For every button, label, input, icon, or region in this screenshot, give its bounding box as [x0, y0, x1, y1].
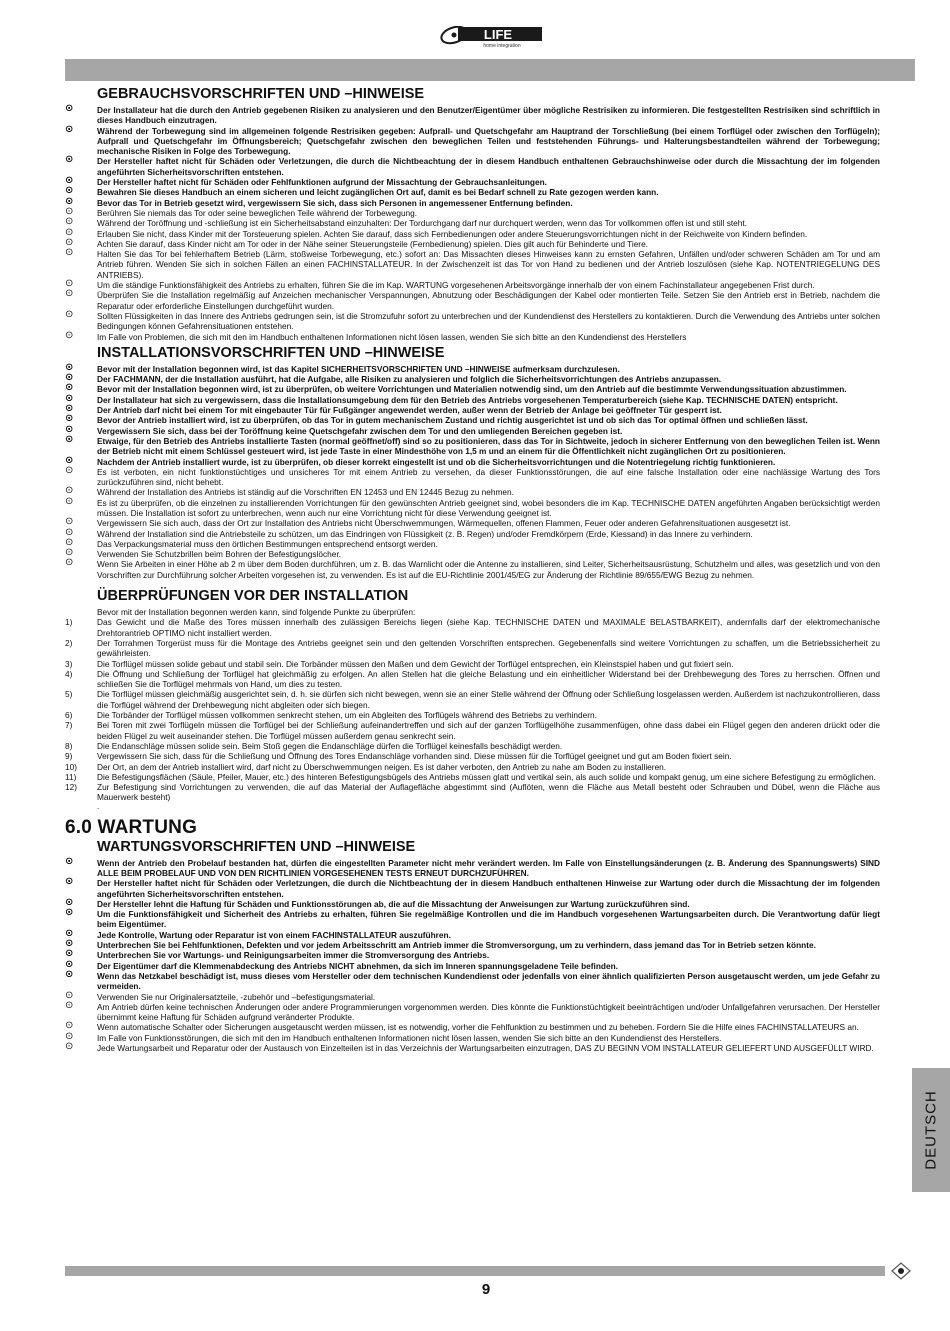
list-item: ⊙ Berühren Sie niemals das Tor oder seine beweglichen Teile während der Torbewegung.	[65, 208, 880, 218]
list-item: ⊙ Bevor der Antrieb installiert wird, ist zu überprüfen, ob das Tor in gutem mechanischem Zustand und richtig ausgerichtet ist und ob sich das Tor optimal öffnen und schließen lässt.	[65, 415, 880, 425]
item-number: 8)	[65, 740, 73, 751]
list-item	[65, 762, 880, 772]
list-item: ⊙ Bevor mit der Installation begonnen wird, ist zu überprüfen, ob weitere Vorrichtungen und Materialien notwendig sind, um den Antrieb auf die bestimmte Verwendungssituation abzustimmen.	[65, 384, 880, 394]
checks-trailing: .	[97, 801, 100, 811]
chapter-title: 6.0 WARTUNG	[65, 816, 198, 838]
list-item	[65, 617, 880, 638]
list-item: ⊙ Bevor das Tor in Betrieb gesetzt wird, vergewissern Sie sich, dass sich Personen in angemessener Entfernung befinden.	[65, 198, 880, 208]
life-logo-icon	[440, 26, 544, 48]
checks-title: ÜBERPRÜFUNGEN VOR DER INSTALLATION	[97, 588, 409, 605]
item-number: 3)	[65, 658, 73, 669]
list-item: ⊙ Wenn automatische Schalter oder Sicherungen ausgetauscht werden müssen, ist es notwendig, vorher die Fehlfunktion zu bestimmen und zu beheben. Fordern Sie die Hilfe eines FACHINSTALLATEURS an.	[65, 1022, 880, 1032]
item-text: Vergewissern Sie sich, dass für die Schließung und Öffnung des Tores Endanschläge vorhanden sind. Diese müssen für die Torflügel geeignet und gut am Boden fixiert sein.	[97, 751, 732, 762]
list-item: ⊙ Der Installateur hat die durch den Antrieb gegebenen Risiken zu analysieren und den Benutzer/Eigentümer über mögliche Restrisiken zu informieren. Die festgestellten Restrisiken sind schriftlich in dieses Handbuch einzutragen.	[65, 105, 880, 126]
list-item: ⊙ Der Hersteller haftet nicht für Schäden oder Fehlfunktionen aufgrund der Missachtung der Gebrauchsanleitungen.	[65, 177, 880, 187]
list-item: ⊙ Erlauben Sie nicht, dass Kinder mit der Torsteuerung spielen. Achten Sie darauf, dass sich Fernbedienungen oder andere Steuerungsvorrichtungen nicht in der Reichweite von Kindern befinden.	[65, 229, 880, 239]
list-item: ⊙ Der Installateur hat sich zu vergewissern, dass die Installationsumgebung dem für den Betrieb des Antriebs vorgesehenen Temperaturbereich (siehe Kap. TECHNISCHE DATEN) entspricht.	[65, 395, 880, 405]
list-item	[65, 782, 880, 803]
list-item: ⊙ Der Hersteller haftet nicht für Schäden oder Verletzungen, die durch die Nichtbeachtung der in diesem Handbuch enthaltenen Gebrauchshinweise oder durch die Missachtung der im folgenden angeführten Sicherheitsvorschriften entstehen.	[65, 156, 880, 177]
list-item: ⊙ Jede Kontrolle, Wartung oder Reparatur ist von einem FACHINSTALLATEUR auszuführen.	[65, 930, 880, 940]
item-number: 12)	[65, 782, 77, 793]
list-item: ⊙ Bewahren Sie dieses Handbuch an einem sicheren und leicht zugänglichen Ort auf, damit es bei Bedarf schnell zu Rate gezogen werden kann.	[65, 187, 880, 197]
item-number: 6)	[65, 710, 73, 721]
bullet-list	[65, 105, 880, 342]
list-item: ⊙ Der Eigentümer darf die Klemmenabdeckung des Antriebs NICHT abnehmen, da sich im Inneren spannungsgeladene Teile befinden.	[65, 961, 880, 971]
item-text: Das Gewicht und die Maße des Tores müssen innerhalb des zulässigen Bereichs liegen (siehe Kap. TECHNISCHE DATEN und MAXIMALE BELASTBARKEIT), andernfalls darf der elektromechanische Drehtorantrieb OPTIMO nicht installiert werden.	[97, 617, 880, 638]
logo-subtext: home integration	[483, 43, 521, 48]
list-item: ⊙ Wenn das Netzkabel beschädigt ist, muss dieses vom Hersteller oder dem technischen Kundendienst oder jedenfalls von einer ähnlich qualifizierten Person ausgetauscht werden, um jede Gefahr zu vermeiden.	[65, 971, 880, 992]
list-item	[65, 741, 880, 751]
list-item: ⊙ Während der Toröffnung und -schließung ist ein Sicherheitsabstand einzuhalten: Der Tordurchgang darf nur durchquert werden, wenn das Tor vollkommen offen ist und still steht.	[65, 218, 880, 228]
list-item: ⊙ Um die ständige Funktionsfähigkeit des Antriebs zu erhalten, führen Sie die im Kap. WARTUNG vorgesehenen Arbeitsvorgänge innerhalb der von einem Fachinstallateur angegebenen Frist durch.	[65, 280, 880, 290]
item-number: 5)	[65, 689, 73, 700]
list-item: ⊙ Unterbrechen Sie vor Wartungs- und Reinigungsarbeiten immer die Stromversorgung des Antriebs.	[65, 950, 880, 960]
section-title: INSTALLATIONSVORSCHRIFTEN UND –HINWEISE	[97, 344, 445, 361]
safety-sections	[65, 86, 880, 580]
item-number: 2)	[65, 637, 73, 648]
list-item: ⊙ Bevor mit der Installation begonnen wird, ist das Kapitel SICHERHEITSVORSCHRIFTEN UND –HINWEISE aufmerksam durchzulesen.	[65, 364, 880, 374]
page-content	[65, 86, 880, 1056]
list-item: ⊙ Während der Installation des Antriebs ist ständig auf die Vorschriften EN 12453 und EN 12445 Bezug zu nehmen.	[65, 487, 880, 497]
list-item	[65, 720, 880, 741]
list-item: ⊙ Verwenden Sie nur Originalersatzteile, -zubehör und –befestigungsmaterial.	[65, 992, 880, 1002]
list-item: ⊙ Am Antrieb dürfen keine technischen Änderungen oder andere Programmierungen vorgenommen werden. Dies könnte die Funktionstüchtigkeit beeinträchtigen und/oder Unfallgefahren verursachen. Der Hersteller übernimmt keine Haftung für Schäden aufgrund veränderter Produkte.	[65, 1002, 880, 1023]
item-number: 7)	[65, 720, 73, 731]
list-item	[65, 638, 880, 659]
list-item: ⊙ Vergewissern Sie sich, dass bei der Toröffnung keine Quetschgefahr zwischen dem Tor und den umliegenden Bereichen gegeben ist.	[65, 426, 880, 436]
list-item: ⊙ Im Falle von Problemen, die sich mit den im Handbuch enthaltenen Informationen nicht lösen lassen, wenden Sie sich bitte an den Kundendienst des Herstellers	[65, 332, 880, 342]
next-page-arrow-icon	[890, 1261, 912, 1281]
item-number: 9)	[65, 751, 73, 762]
item-text: Zur Befestigung sind Vorrichtungen zu verwenden, die auf das Material der Auflagefläche abgestimmt sind (Auflöten, wenn die Fläche aus Metall besteht oder Schrauben und Dübel, wenn die Fläche aus Mauerwerk besteht)	[97, 782, 880, 803]
maintenance-list	[65, 858, 880, 1054]
item-text: Die Endanschläge müssen solide sein. Beim Stoß gegen die Endanschläge dürfen die Torflügel keinesfalls beschädigt werden.	[97, 740, 563, 751]
list-item: ⊙ Es ist verboten, ein nicht funktionstüchtiges und unsicheres Tor mit einem Antrieb zu versehen, da dieser Funktionsstörungen, die auf eine falsche Installation oder eine nachlässige Wartung des Tors zurückzuführen sind, nicht behebt.	[65, 467, 880, 488]
item-number: 10)	[65, 761, 77, 772]
list-item: ⊙ Halten Sie das Tor bei fehlerhaftem Betrieb (Lärm, stoßweise Torbewegung, etc.) sofort an: Das Missachten dieses Hinweises kann zu ernsten Gefahren, Unfällen und/oder schweren Schäden am Tor und am Antrieb führen. Wenden Sie sich in solchen Fällen an einen FACHINSTALLATEUR. In der Zwischenzeit ist das Tor von Hand zu bedienen und der Antrieb loszulösen (siehe Kap. NOTENTRIEGELUNG DES ANTRIEBS).	[65, 249, 880, 280]
list-item	[65, 751, 880, 761]
list-item: ⊙ Wenn der Antrieb den Probelauf bestanden hat, dürfen die eingestellten Parameter nicht mehr verändert werden. Im Falle von Einstellungsänderungen (z. B. Änderung des Spannungswerts) SIND ALLE BEIM PROBELAUF UND VON DEN RICHTLINIEN VORGESEHENEN TESTS ERNEUT DURCHZUFÜHREN.	[65, 858, 880, 879]
language-tab-label: DEUTSCH	[922, 1090, 940, 1170]
language-tab	[912, 1068, 950, 1192]
list-item	[65, 689, 880, 710]
checks-list	[65, 617, 880, 802]
page-number: 9	[481, 1281, 491, 1298]
list-item: ⊙ Um die Funktionsfähigkeit und Sicherheit des Antriebs zu erhalten, führen Sie regelmäßige Kontrollen und die im Handbuch vorgesehenen Wartungsarbeiten durch. Die Verantwortung dafür liegt beim Eigentümer.	[65, 909, 880, 930]
list-item: ⊙ Der FACHMANN, der die Installation ausführt, hat die Aufgabe, alle Risiken zu analysieren und folglich die Sicherheitsvorrichtungen des Antriebs anzupassen.	[65, 374, 880, 384]
list-item: ⊙ Achten Sie darauf, dass Kinder nicht am Tor oder in der Nähe seiner Steuerungsteile (Fernbedienung) spielen. Dies gilt auch für Behinderte und Tiere.	[65, 239, 880, 249]
list-item	[65, 669, 880, 690]
item-number: 1)	[65, 617, 73, 628]
footer-bar	[65, 1266, 885, 1276]
checks-section	[65, 588, 880, 811]
bullet-list	[65, 364, 880, 580]
list-item: ⊙ Der Hersteller haftet nicht für Schäden oder Verletzungen, die durch die Nichtbeachtung der in diesem Handbuch enthaltenen Hinweise zur Wartung oder durch die Missachtung der im folgenden angeführten Sicherheitsvorschriften entstehen.	[65, 878, 880, 899]
checks-intro: Bevor mit der Installation begonnen werden kann, sind folgende Punkte zu überprüfen:	[97, 607, 416, 618]
list-item: ⊙ Der Antrieb darf nicht bei einem Tor mit eingebauter Tür für Fußgänger angewendet werden, außer wenn der Betrieb der Anlage bei geöffneter Tür gesperrt ist.	[65, 405, 880, 415]
maintenance-title: WARTUNGSVORSCHRIFTEN UND –HINWEISE	[97, 838, 416, 855]
item-text: Der Torrahmen Torgerüst muss für die Montage des Antriebs geeignet sein und den geltenden Vorschriften entsprechen. Gegebenenfalls sind weitere Vorrichtungen zu schaffen, um die Betriebssicherheit zu gewährleisten.	[97, 637, 880, 659]
maintenance-section	[65, 817, 880, 1054]
list-item: ⊙ Verwenden Sie Schutzbrillen beim Bohren der Befestigungslöcher.	[65, 549, 880, 559]
list-item	[65, 772, 880, 782]
list-item: ⊙ Im Falle von Funktionsstörungen, die sich mit den im Handbuch enthaltenen Informationen nicht lösen lassen, wenden Sie sich bitte an den Kundendienst des Herstellers.	[65, 1033, 880, 1043]
list-item: ⊙ Überprüfen Sie die Installation regelmäßig auf Anzeichen mechanischer Verspannungen, Abnutzung oder Beschädigungen der Kabel oder montierten Teile. Setzen Sie den Antrieb erst in Betrieb, nachdem die Reparatur oder erforderliche Einstellungen durchgeführt wurden.	[65, 290, 880, 311]
item-text: Die Befestigungsflächen (Säule, Pfeiler, Mauer, etc.) des hinteren Befestigungsbügels des Antriebs müssen glatt und vertikal sein, als auch solide und kompakt genug, um eine sichere Befestigung zu ermöglichen.	[97, 771, 876, 782]
list-item: ⊙ Der Hersteller lehnt die Haftung für Schäden und Funktionsstörungen ab, die auf die Missachtung der Anweisungen zur Wartung zurückzuführen sind.	[65, 899, 880, 909]
header-bar	[65, 59, 915, 81]
list-item: ⊙ Sollten Flüssigkeiten in das Innere des Antriebs gedrungen sein, ist die Stromzufuhr sofort zu unterbrechen und der Kundendienst des Herstellers zu kontaktieren. Durch die Verwendung des Antriebs unter solchen Bedingungen können Gefahrensituationen entstehen.	[65, 311, 880, 332]
list-item: ⊙ Etwaige, für den Betrieb des Antriebs installierte Tasten (normal geöffnet/off) sind so zu positionieren, dass das Tor in Sichtweite, jedoch in sicherer Entfernung von den beweglichen Teilen ist. Wenn der Betrieb nicht mit einem Schlüssel gesteuert wird, ist jede Taste in einer Mindesthöhe von 1,5 m und an einem für die Öffentlichkeit nicht zugänglichen Ort zu positionieren.	[65, 436, 880, 457]
list-item: ⊙ Wenn Sie Arbeiten in einer Höhe ab 2 m über dem Boden durchführen, um z. B. das Warnlicht oder die Antenne zu installieren, sind Leiter, Sicherheitsausrüstung, Schutzhelm und alles, was gesetzlich und von den Vorschriften zur Durchführung solcher Arbeiten vorgesehen ist, zu verwenden. Es ist auf die EU-Richtlinie 2001/45/EG zur Änderung der Richtlinie 89/655/EWG Bezug zu nehmen.	[65, 559, 880, 580]
list-item: ⊙ Es ist zu überprüfen, ob die einzelnen zu installierenden Vorrichtungen für den gewünschten Antrieb geeignet sind, wobei besonders die im Kap. TECHNISCHE DATEN angeführten Angaben berücksichtigt werden müssen. Die Installation ist sofort zu unterbrechen, wenn auch nur eine Vorrichtung nicht für diese Verwendung geeignet ist.	[65, 498, 880, 519]
item-text: Die Torflügel müssen gleichmäßig ausgerichtet sein, d. h. sie dürfen sich nicht bewegen, wenn sie an einer Stelle während der Öffnung oder Schließung losgelassen werden. Außerdem ist nachzukontrollieren, dass die Torflügel während der Drehbewegung nicht abgleiten oder sich biegen.	[97, 689, 880, 710]
rules-section	[65, 86, 880, 342]
item-number: 4)	[65, 668, 73, 679]
list-item: ⊙ Unterbrechen Sie bei Fehlfunktionen, Defekten und vor jedem Arbeitsschritt am Antrieb immer die Stromversorgung, um zu verhindern, dass jemand das Tor in Betrieb setzen könnte.	[65, 940, 880, 950]
list-item: ⊙ Während der Torbewegung sind im allgemeinen folgende Restrisiken gegeben: Aufprall- und Quetschgefahr am Hauptrand der Torschließung (bei einem Torflügel oder zwischen den Torflügeln); Aufprall und Quetschgefahr im Öffnungsbereich; Quetschgefahr zwischen den beweglichen Teilen und feststehenden Führungs- und Halterungsbestandteilen während der Torbewegung; mechanische Risiken in Folge des Torbewegung.	[65, 126, 880, 157]
list-item: ⊙ Während der Installation sind die Antriebsteile zu schützen, um das Eindringen von Flüssigkeit (z. B. Regen) und/oder Fremdkörpern (Erde, Kiessand) in das Innere zu verhindern.	[65, 529, 880, 539]
logo-text: LIFE	[483, 27, 513, 42]
list-item: ⊙ Vergewissern Sie sich auch, dass der Ort zur Installation des Antriebs nicht Überschwemmungen, Wärmequellen, offenen Flammen, Feuer oder anderen Gefahrensituationen ausgesetzt ist.	[65, 518, 880, 528]
list-item: ⊙ Das Verpackungsmaterial muss den örtlichen Bestimmungen entsprechend entsorgt werden.	[65, 539, 880, 549]
item-number: 11)	[65, 771, 77, 782]
item-text: Bei Toren mit zwei Torflügeln müssen die Torflügel bei der Schließung aufeinandertreffen und sich auf der ganzen Torflügelhöhe zusammenfügen, ohne dass dabei ein Flügel gegen den anderen drückt oder die beiden Flügel zu weit auseinander stehen. Die Torflügel müssen außerdem genau senkrecht sein.	[97, 720, 880, 741]
list-item: ⊙ Jede Wartungsarbeit und Reparatur oder der Austausch von Einzelteilen ist in das Verzeichnis der Wartungsarbeiten einzutragen, DAS ZU BEGINN VOM INSTALLATEUR GELIEFERT UND AUSGEFÜLLT WIRD.	[65, 1043, 880, 1053]
section-title: GEBRAUCHSVORSCHRIFTEN UND –HINWEISE	[97, 86, 425, 102]
rules-section	[65, 345, 880, 580]
item-text: Die Torbänder der Torflügel müssen vollkommen senkrecht stehen, um ein Abgleiten des Torflügels während des Betriebs zu verhindern.	[97, 710, 597, 721]
item-text: Der Ort, an dem der Antrieb installiert wird, darf nicht zu Überschwemmungen neigen. Es ist daher verboten, den Antrieb zu nahe am Boden zu installieren.	[97, 761, 667, 772]
item-text: Die Torflügel müssen solide gebaut und stabil sein. Die Torbänder müssen den Maßen und dem Gewicht der Torflügel entsprechen, ein Kleinstspiel haben und gut fixiert sein.	[97, 658, 734, 669]
item-text: Die Öffnung und Schließung der Torflügel hat gleichmäßig zu erfolgen. An allen Stellen hat die gleiche Belastung und ein einheitlicher Widerstand bei der Drehbewegung des Tores zu herrschen. Öffnen und schließen Sie die Torflügel mehrmals von Hand, um dies zu testen.	[97, 668, 880, 690]
list-item	[65, 710, 880, 720]
list-item	[65, 659, 880, 669]
list-item: ⊙ Nachdem der Antrieb installiert wurde, ist zu überprüfen, ob dieser korrekt eingestellt ist und ob die Sicherheitsvorrichtungen und die Notentriegelung richtig funktionieren.	[65, 457, 880, 467]
